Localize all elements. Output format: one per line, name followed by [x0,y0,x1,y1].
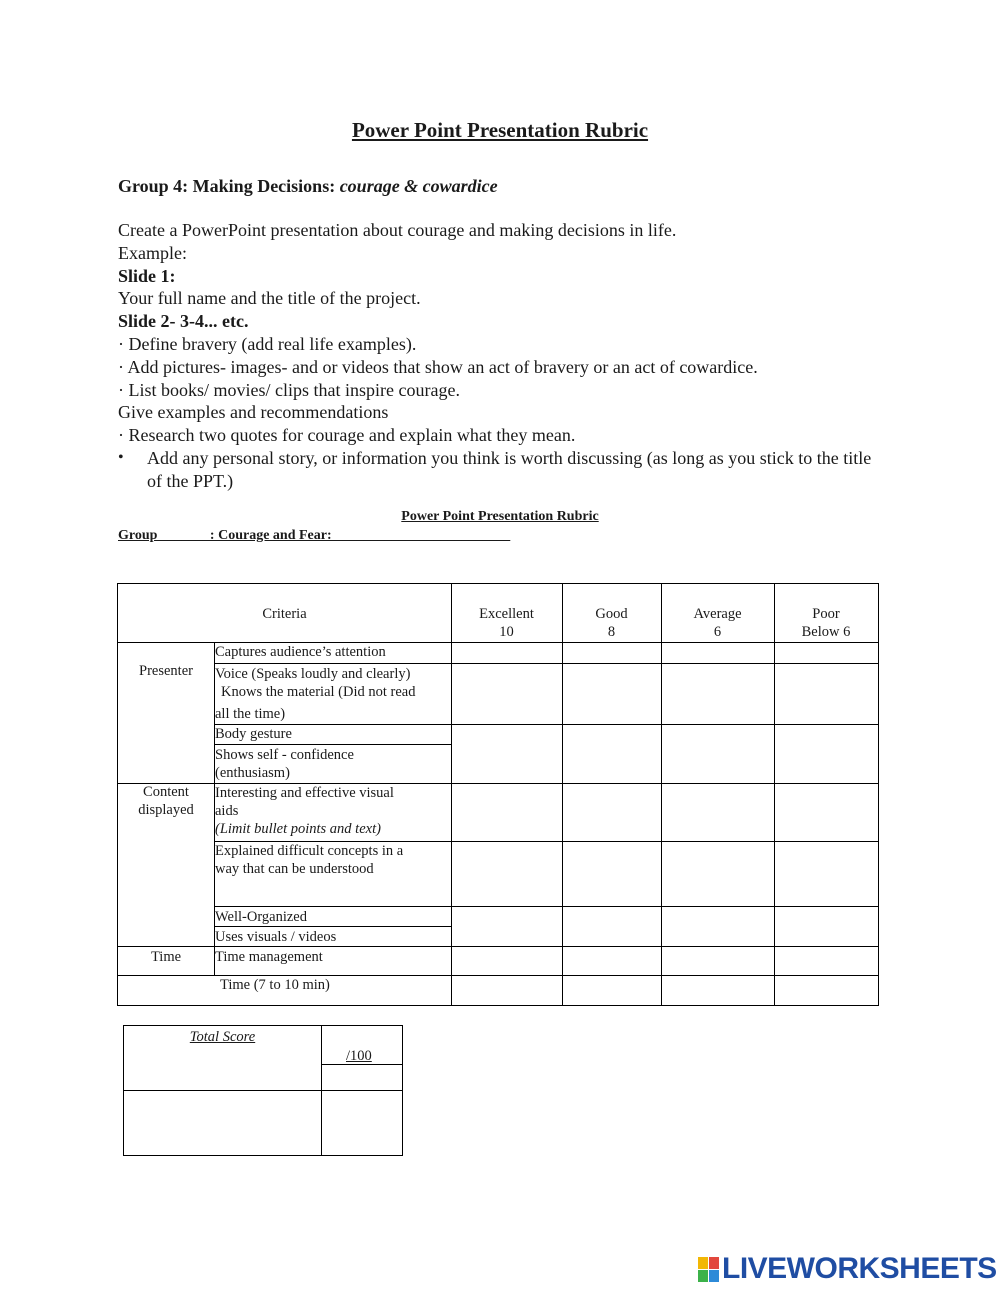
point-item: · Research two quotes for courage and explain what they mean. [118,425,576,446]
group-heading [118,176,498,197]
point-item: · List books/ movies/ clips that inspire courage. [118,379,460,400]
criterion-knows-line: all the time) [215,706,286,722]
category-time: Time [150,949,182,965]
col-divider [774,584,775,1005]
criterion-visual-line: aids [215,803,239,819]
total-score-label: Total Score [189,1029,256,1045]
criterion-confidence [215,746,354,782]
header-good-label: Good [595,606,628,622]
group-heading-label: Group 4: Making Decisions: [118,176,336,196]
header-poor [774,605,878,641]
instructions [118,219,888,493]
rubric-title: Power Point Presentation Rubric [401,509,599,524]
header-criteria: Criteria [262,606,307,622]
col-divider [451,584,452,1005]
point-item: Give examples and recommendations [118,402,389,423]
criterion-explained-line: Explained difficult concepts in a [215,843,404,859]
criterion-explained-line: way that can be understood [215,861,374,877]
criterion-visual-line: Interesting and effective visual [215,785,394,801]
header-excellent-label: Excellent [479,606,534,622]
slide1-text: Your full name and the title of the project. [118,288,421,309]
example-label: Example: [118,242,187,263]
category-presenter: Presenter [139,663,193,679]
header-excellent-score: 10 [499,624,514,640]
criterion-organized: Well-Organized [215,909,307,925]
intro-text: Create a PowerPoint presentation about courage and making decisions in life. [118,220,677,240]
page-title: Power Point Presentation Rubric [351,118,649,142]
criterion-knows-line: Knows the material (Did not read [221,684,416,700]
time-range: Time (7 to 10 min) [220,977,330,993]
point-item: · Define bravery (add real life examples). [118,333,417,354]
logo-block [698,1257,708,1269]
header-average-score: 6 [713,624,722,640]
logo-block [709,1257,719,1269]
row-divider [214,744,451,745]
criterion-voice-line: Voice (Speaks loudly and clearly) [215,666,411,682]
criterion-visual-line: (Limit bullet points and text) [215,821,381,837]
col-divider [562,584,563,1005]
category-content-line: displayed [138,802,194,818]
criterion-confidence-line: Shows self - confidence [215,747,354,763]
bullet-item [118,447,888,493]
slide2-label: Slide 2- 3-4... etc. [118,311,249,332]
criterion-confidence-line: (enthusiasm) [215,765,290,781]
header-excellent [451,605,562,641]
logo-block [698,1270,708,1282]
row-divider [214,926,451,927]
row-divider [214,724,878,725]
criterion-attention: Captures audience’s attention [215,644,386,660]
row-divider [124,1090,402,1091]
slide1-label: Slide 1: [118,265,176,286]
header-average [661,605,774,641]
total-score-max[interactable]: /100 [346,1048,372,1064]
bullet-icon: • [118,448,124,466]
header-good [562,605,661,641]
rubric-table [117,583,879,1006]
total-score-box [123,1025,403,1156]
criterion-gesture: Body gesture [215,726,292,742]
col-divider [661,584,662,1005]
criterion-uses-visuals: Uses visuals / videos [215,929,337,945]
header-poor-label: Poor [812,606,840,622]
criterion-time-management: Time management [215,949,323,965]
logo-block [709,1270,719,1282]
category-content [118,783,214,819]
header-average-label: Average [693,606,742,622]
row-divider [118,946,878,947]
header-poor-score: Below 6 [801,624,851,640]
row-divider [214,663,878,664]
logo-text: LIVEWORKSHEETS [722,1252,997,1285]
criterion-explained [215,842,403,878]
liveworksheets-logo [698,1252,997,1286]
criterion-voice [215,665,415,723]
criterion-visual-aids [215,784,394,838]
bullet-text: Add any personal story, or information you think is worth discussing (as long as you stick to the title of the PPT.) [147,447,872,491]
point-item: · Add pictures- images- and or videos that show an act of bravery or an act of cowardice. [118,356,758,377]
logo-icon [698,1257,719,1282]
row-divider [214,906,878,907]
header-good-score: 8 [607,624,616,640]
rubric-group-line[interactable]: Group _______: Courage and Fear: _________________________ [118,528,511,543]
group-topic: courage & cowardice [339,176,498,196]
category-content-line: Content [143,784,189,800]
